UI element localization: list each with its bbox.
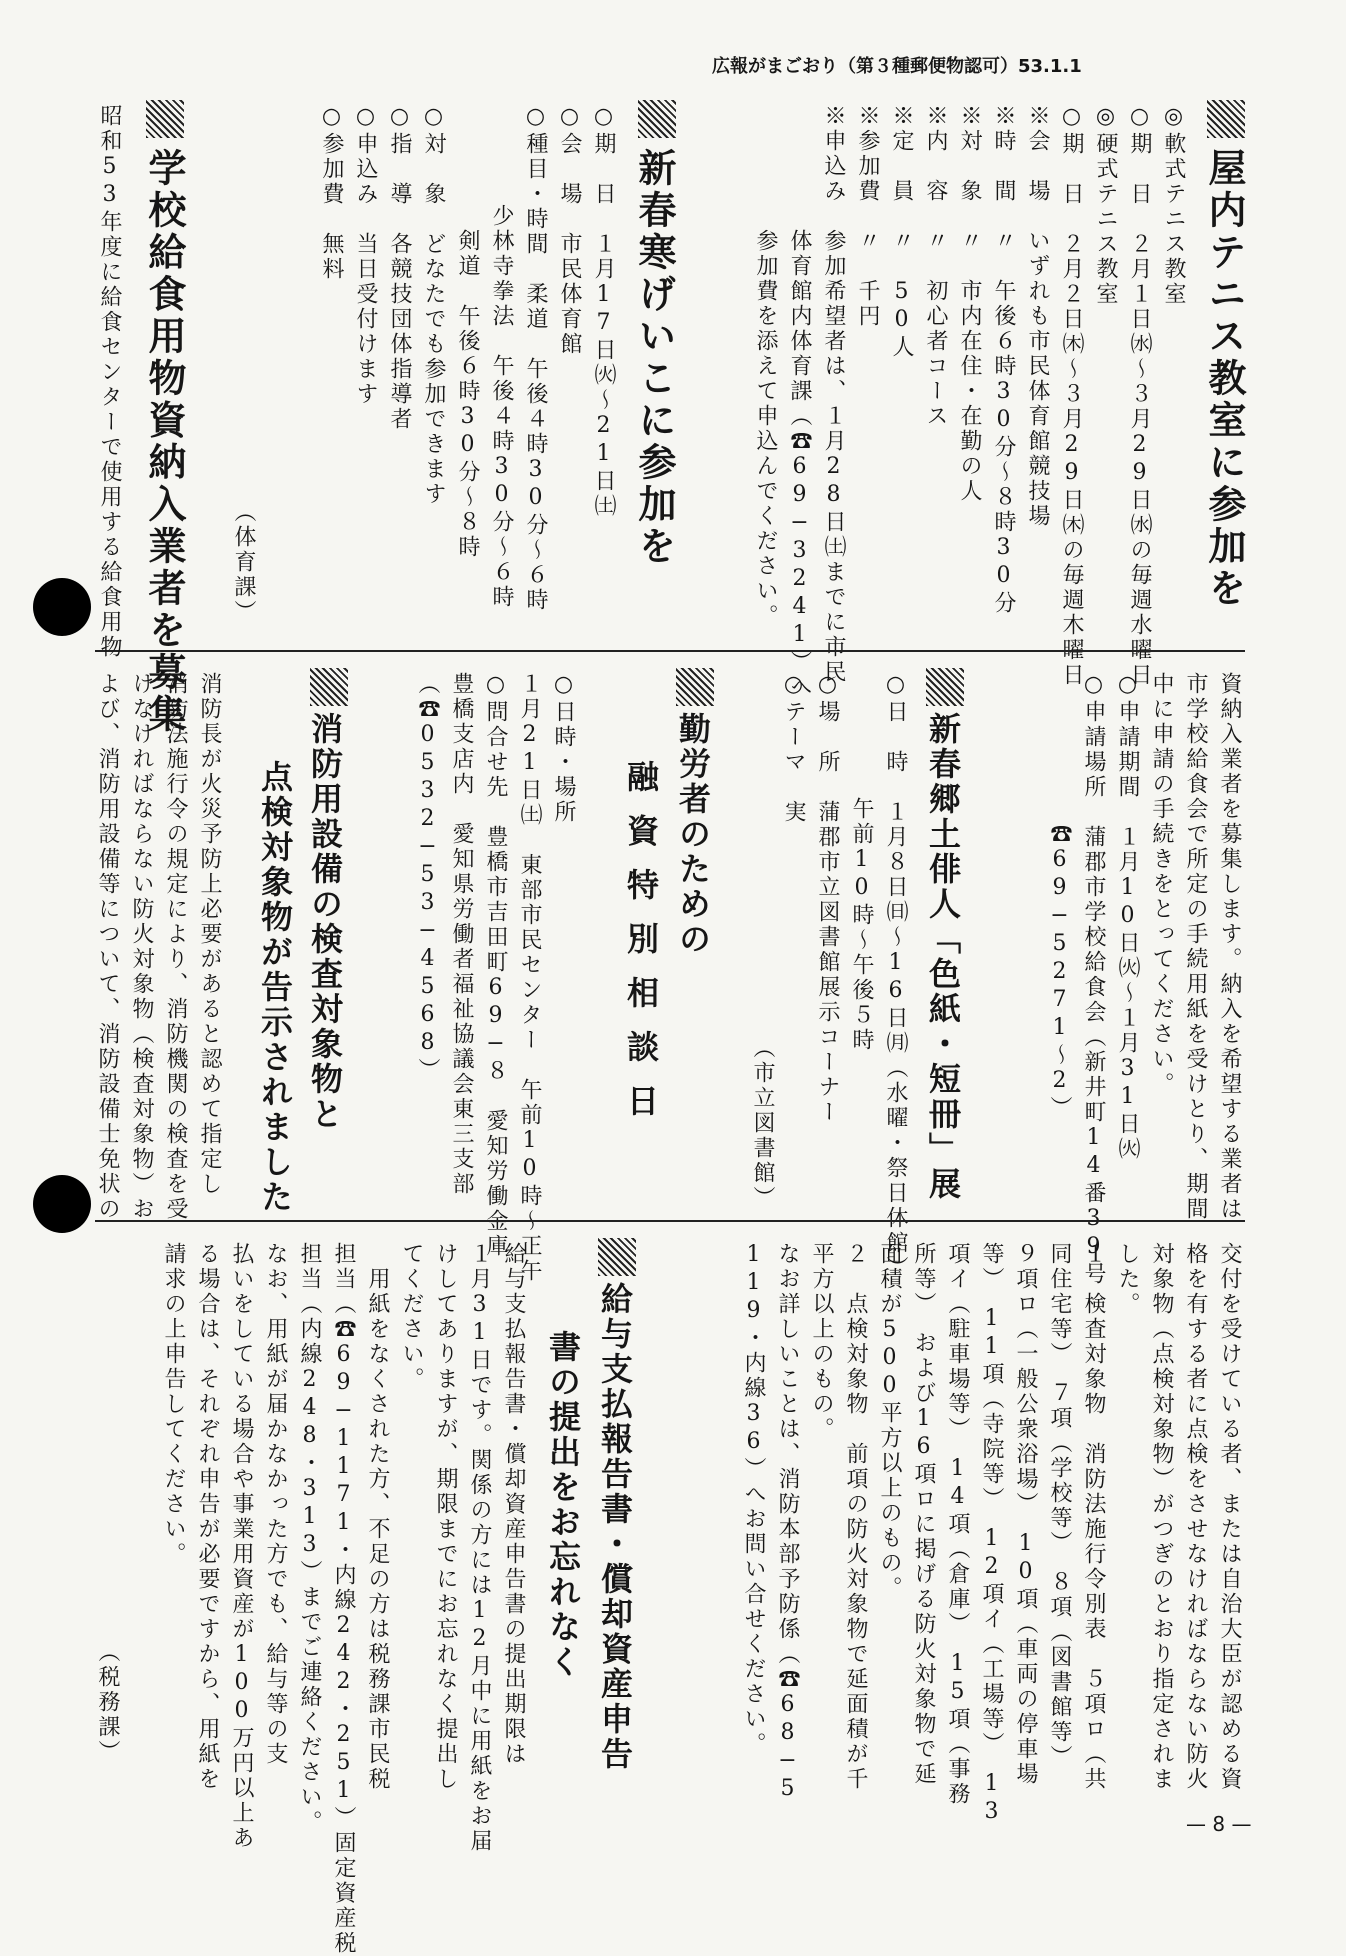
heading-mark bbox=[638, 100, 676, 138]
shobo-line: 格を有する者に点検をさせなければならない防火 bbox=[1183, 1242, 1208, 1792]
tennis-line: ○期 日 ２月１日㈬〜３月29日㈬の毎週水曜日 bbox=[1127, 104, 1152, 688]
tennis-line: ※参加費 〃 千円 bbox=[855, 104, 880, 329]
kangeiko-line: 少林寺拳法 午後４時30分〜６時 bbox=[489, 104, 514, 610]
tennis-title: 屋内テニス教室に参加を bbox=[1202, 148, 1246, 610]
kyuyo-line: てください。 bbox=[399, 1242, 424, 1392]
yushi-line: １月21日㈯ 東部市民センター 午前10時〜正午 bbox=[517, 672, 542, 1284]
yushi-title-2: 融資特別相談日 bbox=[622, 760, 660, 1138]
haijin-line: ○日 時 １月８日㈰〜16日㈪（水曜・祭日休館） bbox=[883, 672, 908, 1281]
haijin-line: 午前10時〜午後５時 bbox=[849, 672, 874, 1053]
heading-mark bbox=[1207, 100, 1245, 138]
kyushoku-line: 昭和53年度に給食センターで使用する給食用物 bbox=[97, 104, 122, 660]
shobo-line: 所等） および16項ロに掲げる防火対象物で延 bbox=[911, 1242, 936, 1787]
kyushoku-line: 市学校給食会で所定の手続用紙を受けとり、期間 bbox=[1183, 672, 1208, 1222]
shobo-title: 消防用設備の検査対象物と bbox=[306, 712, 344, 1132]
shobo-body-part bbox=[90, 672, 226, 1222]
kangeiko-line: ○対 象 どなたでも参加できます bbox=[421, 104, 446, 507]
binder-hole bbox=[33, 1175, 91, 1233]
tennis-line: ◎軟式テニス教室 bbox=[1161, 104, 1186, 307]
section-divider bbox=[95, 650, 1245, 652]
yushi-title: 勤労者のための bbox=[674, 712, 712, 957]
shobo-line: 対象物（点検対象物）がつぎのとおり指定されま bbox=[1149, 1242, 1174, 1792]
section-divider bbox=[95, 1220, 1245, 1222]
tennis-line: ※申込み 参加希望者は、１月28日㈯までに市民 bbox=[821, 104, 846, 685]
yushi-line: 豊橋支店内 愛知県労働者福祉協議会東三支部 bbox=[449, 672, 474, 1197]
kyuyo-line: １月31日です。関係の方には12月中に用紙をお届 bbox=[467, 1242, 492, 1854]
haijin-line: ○テーマ 実 bbox=[781, 672, 806, 825]
shobo-line: なお詳しいことは、消防本部予防係（☎68−5 bbox=[775, 1242, 800, 1804]
kyushoku-line: ☎69−5271〜2） bbox=[1047, 672, 1072, 1121]
yushi-line: ○日時・場所 bbox=[551, 672, 576, 825]
shobo-title-2: 点検対象物が告示されました bbox=[256, 760, 294, 1215]
shobo-line: 同住宅等） ７項（学校等） ８項（図書館等） bbox=[1047, 1242, 1072, 1770]
shobo-line: 面積が500平方以上のもの。 bbox=[877, 1242, 902, 1601]
shobo-line: 等） 11項（寺院等） 12項イ（工場等） 13 bbox=[979, 1242, 1004, 1827]
kyushoku-line: ○申請期間 １月10日㈫〜１月31日㈫ bbox=[1115, 672, 1140, 1162]
kyuyo-title-2: 書の提出をお忘れなく bbox=[544, 1330, 582, 1680]
tennis-line: ※定 員 〃 50人 bbox=[889, 104, 914, 360]
kangeiko-line: ○種目・時間 柔道 午後４時30分〜６時 bbox=[523, 104, 548, 613]
kyuyo-line: なお、用紙が届かなかった方でも、給与等の支 bbox=[263, 1242, 288, 1767]
shobo-line: 交付を受けている者、または自治大臣が認める資 bbox=[1217, 1242, 1242, 1792]
kyushoku-title: 学校給食用物資納入業者を募集 bbox=[142, 148, 186, 736]
kangeiko-credit: （体育課） bbox=[231, 500, 256, 625]
kyuyo-line: 担当（☎69−1171・内線242・251）固定資産税 bbox=[331, 1242, 356, 1956]
shobo-line: よび、消防用設備等について、消防設備士免状の bbox=[95, 672, 120, 1222]
kyuyo-line: 請求の上申告してください。 bbox=[161, 1242, 186, 1567]
shobo-line: ９項ロ（一般公衆浴場） 10項（車両の停車場 bbox=[1013, 1242, 1038, 1787]
page-number: — 8 — bbox=[1186, 1812, 1252, 1836]
tennis-line: ○期 日 ２月２日㈭〜３月29日㈭の毎週木曜日 bbox=[1059, 104, 1084, 688]
heading-mark bbox=[676, 668, 714, 706]
tennis-line: ※内 容 〃 初心者コース bbox=[923, 104, 948, 429]
kyuyo-line: 給与支払報告書・償却資産申告書の提出期限は bbox=[501, 1242, 526, 1767]
shobo-line: 項イ（駐車場等） 14項（倉庫） 15項（事務 bbox=[945, 1242, 970, 1807]
kyuyo-title: 給与支払報告書・償却資産申告 bbox=[596, 1282, 634, 1772]
tennis-line: 体育館内体育課（☎69−3241）へ bbox=[787, 104, 812, 700]
shobo-body bbox=[640, 1242, 1246, 1827]
kyuyo-line: 用紙をなくされた方、不足の方は税務課市民税 bbox=[365, 1242, 390, 1792]
tennis-line: 参加費を添えて申込んでください。 bbox=[753, 104, 778, 629]
tennis-line: ◎硬式テニス教室 bbox=[1093, 104, 1118, 307]
shobo-line: した。 bbox=[1115, 1242, 1140, 1317]
kyuyo-line: けしてありますが、期限までにお忘れなく提出し bbox=[433, 1242, 458, 1792]
heading-mark bbox=[598, 1238, 636, 1276]
haijin-body bbox=[776, 672, 912, 1281]
kyuyo-line: る場合は、それぞれ申告が必要ですから、用紙を bbox=[195, 1242, 220, 1792]
kyuyo-line: 払いをしている場合や事業用資産が100万円以上あ bbox=[229, 1242, 254, 1851]
kangeiko-title: 新春寒げいこに参加を bbox=[632, 148, 676, 568]
haijin-line: ○場 所 蒲郡市立図書館展示コーナー bbox=[815, 672, 840, 1125]
kangeiko-line: ○申込み 当日受付けます bbox=[353, 104, 378, 407]
yushi-line: ○問合せ先 豊橋市吉田町69−８ 愛知労働金庫 bbox=[483, 672, 508, 1259]
heading-mark bbox=[146, 100, 184, 138]
heading-mark bbox=[310, 668, 348, 706]
shobo-line: 平方以上のもの。 bbox=[809, 1242, 834, 1442]
tennis-line: ※時 間 〃 午後６時30分〜８時30分 bbox=[991, 104, 1016, 616]
shobo-line: けなければならない防火対象物（検査対象物）お bbox=[129, 672, 154, 1222]
kangeiko-line: ○期 日 １月17日㈫〜21日㈯ bbox=[591, 104, 616, 519]
heading-mark bbox=[926, 668, 964, 706]
kyuyo-credit: （税務課） bbox=[95, 1640, 120, 1765]
haijin-title: 新春郷土俳人「色紙・短冊」展 bbox=[924, 712, 962, 1202]
kyushoku-line: 中に申請の手続きをとってください。 bbox=[1149, 672, 1174, 1097]
shobo-line: ２ 点検対象物 前項の防火対象物で延面積が千 bbox=[843, 1242, 868, 1792]
shobo-line: 消防法施行令の規定により、消防機関の検査を受 bbox=[163, 672, 188, 1222]
kyuyo-body bbox=[90, 1242, 530, 1956]
yushi-line: （☎0532−53−4568） bbox=[415, 672, 440, 1083]
kangeiko-line: ○参加費 無料 bbox=[319, 104, 344, 282]
kangeiko-line: ○会 場 市民体育館 bbox=[557, 104, 582, 357]
kangeiko-line: ○指 導 各競技団体指導者 bbox=[387, 104, 412, 432]
newsletter-header: 広報がまごおり（第３種郵便物認可）53.1.1 bbox=[712, 56, 1082, 77]
shobo-line: １ 検査対象物 消防法施行令別表 ５項ロ（共 bbox=[1081, 1242, 1106, 1792]
kyuyo-line: 担当（内線248・313）までご連絡ください。 bbox=[297, 1242, 322, 1835]
kyushoku-line: ○申請場所 蒲郡市学校給食会（新井町14番39号 bbox=[1081, 672, 1106, 1287]
yushi-body bbox=[380, 672, 580, 1284]
kyushoku-line: 資納入業者を募集します。納入を希望する業者は bbox=[1217, 672, 1242, 1222]
tennis-line: ※会 場 いずれも市民体育館競技場 bbox=[1025, 104, 1050, 529]
shobo-line: 消防長が火災予防上必要があると認めて指定し bbox=[197, 672, 222, 1197]
haijin-credit: （市立図書館） bbox=[750, 1036, 775, 1211]
shobo-line: 119・内線36）へお問い合せください。 bbox=[741, 1242, 766, 1757]
kangeiko-body bbox=[240, 104, 620, 644]
tennis-body bbox=[710, 104, 1190, 700]
kangeiko-line: 剣道 午後６時30分〜８時 bbox=[455, 104, 480, 560]
binder-hole bbox=[33, 578, 91, 636]
tennis-line: ※対 象 〃 市内在住・在勤の人 bbox=[957, 104, 982, 504]
